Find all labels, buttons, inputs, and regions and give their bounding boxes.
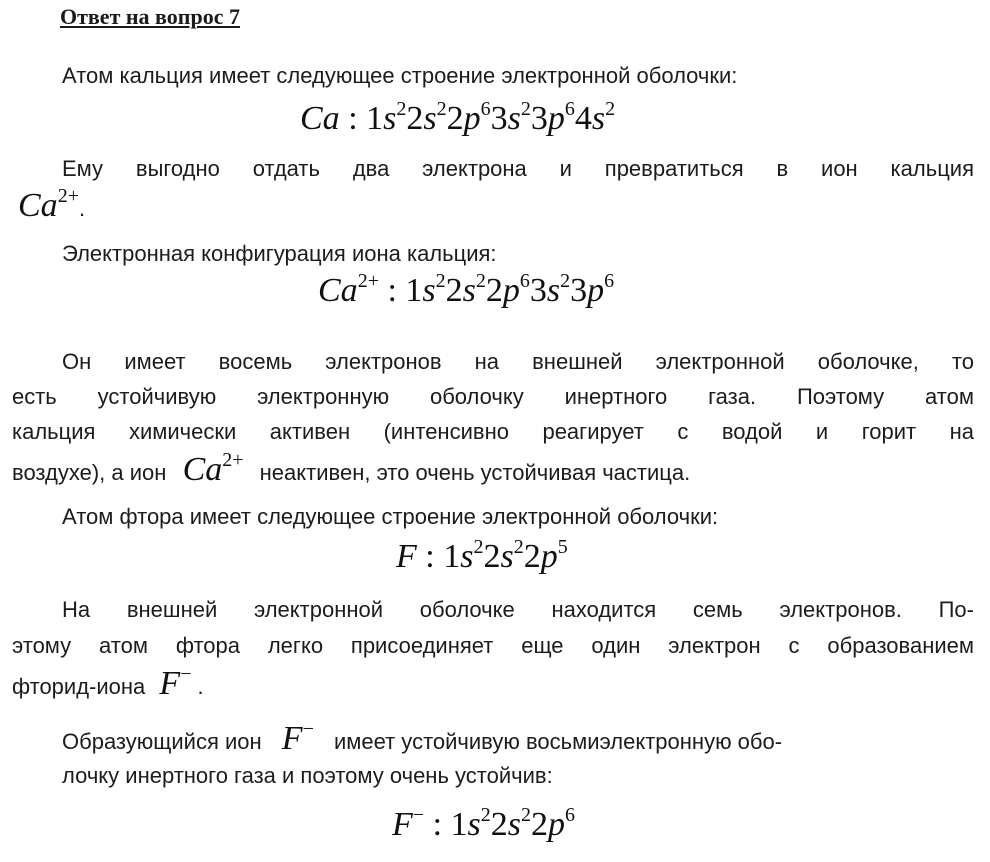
ion-charge: 2+ — [222, 449, 244, 471]
orbital-electrons: 2 — [520, 98, 531, 120]
paragraph-fluoride-line2: лочку инертного газа и поэтому очень устойчив: — [62, 763, 553, 788]
answer-title: Ответ на вопрос 7 — [60, 4, 240, 29]
ion-charge: − — [412, 804, 425, 826]
paragraph-fluorine-line3 — [12, 663, 204, 702]
orbital-term — [575, 100, 615, 137]
orbital-electrons: 2 — [396, 98, 407, 120]
orbital-letter: s — [460, 538, 474, 575]
paragraph-fluorine-line2: этому атом фтора легко присоединяет еще один электрон с образованием — [12, 633, 974, 658]
paragraph-fluorine-structure: Атом фтора имеет следующее строение электронной оболочки: — [62, 504, 719, 529]
formula-calcium-ion — [318, 272, 614, 310]
orbital-shell: 1 — [450, 806, 468, 843]
inline-ion-f-minus-2 — [282, 720, 314, 757]
inline-ion-f-minus-1 — [159, 665, 191, 702]
paragraph-calcium-ion-line2 — [18, 185, 86, 224]
text-segment: Образующийся ион — [62, 729, 262, 754]
orbital-electrons: 5 — [557, 536, 568, 558]
orbital-letter: s — [462, 272, 476, 309]
orbital-electrons: 6 — [564, 98, 575, 120]
element-symbol: F — [159, 665, 181, 702]
formula-fluorine — [396, 538, 568, 576]
orbital-electrons: 2 — [473, 536, 484, 558]
formula-separator: : — [339, 100, 367, 137]
orbital-shell: 2 — [490, 806, 508, 843]
orbital-term — [531, 806, 575, 843]
orbital-letter: s — [467, 806, 481, 843]
paragraph-calcium-ion-line1: Ему выгодно отдать два электрона и превратиться в ион кальция — [62, 156, 974, 181]
orbital-letter: p — [502, 272, 520, 309]
formula-separator: : — [378, 272, 406, 309]
orbital-letter: s — [591, 100, 606, 137]
orbital-letter: s — [507, 806, 521, 843]
orbital-electrons: 2 — [435, 270, 446, 292]
orbital-shell: 1 — [405, 272, 423, 309]
orbital-letter: s — [500, 538, 514, 575]
orbital-term — [443, 538, 483, 575]
orbital-letter: p — [463, 100, 481, 137]
orbital-letter: p — [547, 100, 565, 137]
paragraph-calcium-structure: Атом кальция имеет следующее строение электронной оболочки: — [62, 63, 738, 88]
orbital-shell: 2 — [446, 100, 464, 137]
paragraph-octet-line4 — [12, 449, 691, 488]
ion-charge: − — [180, 663, 192, 685]
paragraph-octet-line3: кальция химически активен (интенсивно реагирует с водой и горит на — [12, 419, 974, 444]
orbital-shell: 3 — [529, 272, 547, 309]
orbital-electrons: 6 — [604, 270, 615, 292]
orbital-shell: 2 — [485, 272, 503, 309]
orbital-term — [570, 272, 614, 309]
orbital-term — [366, 100, 406, 137]
orbital-term — [405, 272, 445, 309]
text-segment: имеет устойчивую восьмиэлектронную обо- — [333, 729, 783, 754]
orbital-shell: 1 — [443, 538, 461, 575]
orbital-term — [446, 272, 486, 309]
element-symbol: Ca — [318, 272, 358, 309]
orbital-term — [524, 538, 568, 575]
orbital-letter: s — [383, 100, 397, 137]
orbital-electrons: 6 — [564, 804, 575, 826]
element-symbol: F — [281, 720, 303, 757]
paragraph-calcium-ion-config: Электронная конфигурация иона кальция: — [62, 241, 497, 266]
orbital-term — [451, 806, 491, 843]
orbital-electrons: 2 — [605, 98, 616, 120]
orbital-letter: s — [507, 100, 521, 137]
paragraph-octet-line1: Он имеет восемь электронов на внешней электронной оболочке, то — [62, 349, 974, 374]
orbital-electrons: 2 — [436, 98, 447, 120]
orbital-letter: s — [423, 100, 437, 137]
orbital-term — [531, 100, 575, 137]
period: . — [197, 674, 204, 699]
formula-fluoride-ion — [392, 806, 575, 844]
orbital-electrons: 6 — [480, 98, 491, 120]
orbital-letter: s — [422, 272, 436, 309]
period: . — [78, 196, 86, 221]
orbital-term — [406, 100, 446, 137]
orbital-shell: 2 — [445, 272, 463, 309]
ion-charge: 2+ — [57, 185, 79, 207]
orbital-shell: 2 — [523, 538, 541, 575]
orbital-letter: p — [547, 806, 565, 843]
formula-calcium — [300, 100, 615, 138]
orbital-shell: 2 — [483, 538, 501, 575]
orbital-shell: 2 — [530, 806, 548, 843]
orbital-electrons: 2 — [520, 804, 531, 826]
element-symbol: Ca — [18, 187, 58, 224]
inline-ion-ca2plus-1 — [18, 187, 79, 224]
orbital-electrons: 2 — [475, 270, 486, 292]
element-symbol: Ca — [300, 100, 340, 137]
ion-charge: 2+ — [357, 270, 379, 292]
orbital-electrons: 6 — [519, 270, 530, 292]
orbital-electrons: 2 — [480, 804, 491, 826]
paragraph-octet-line2: есть устойчивую электронную оболочку инертного газа. Поэтому атом — [12, 384, 974, 409]
orbital-term — [483, 538, 523, 575]
ion-charge: − — [302, 718, 314, 740]
orbital-shell: 1 — [366, 100, 384, 137]
text-segment: воздухе), а ион — [12, 460, 167, 485]
orbital-electrons: 2 — [560, 270, 571, 292]
orbital-term — [530, 272, 570, 309]
orbital-term — [491, 806, 531, 843]
orbital-letter: p — [540, 538, 558, 575]
element-symbol: Ca — [182, 451, 223, 488]
text-segment: неактивен, это очень устойчивая частица. — [259, 460, 691, 485]
paragraph-fluoride-line1 — [62, 718, 974, 757]
orbital-shell: 3 — [490, 100, 508, 137]
orbital-term — [491, 100, 531, 137]
element-symbol: F — [392, 806, 413, 843]
orbital-electrons: 2 — [513, 536, 524, 558]
orbital-shell: 4 — [574, 100, 592, 137]
inline-ion-ca2plus-2 — [183, 451, 244, 488]
orbital-shell: 3 — [570, 272, 588, 309]
formula-separator: : — [424, 806, 451, 843]
text-segment: фторид-иона — [12, 674, 146, 699]
orbital-term — [447, 100, 491, 137]
element-symbol: F — [396, 538, 417, 575]
orbital-letter: s — [546, 272, 561, 309]
paragraph-fluorine-line1: На внешней электронной оболочке находится семь электронов. По- — [62, 597, 974, 622]
orbital-shell: 3 — [530, 100, 548, 137]
formula-separator: : — [416, 538, 444, 575]
orbital-letter: p — [587, 272, 605, 309]
orbital-shell: 2 — [406, 100, 424, 137]
orbital-term — [486, 272, 530, 309]
